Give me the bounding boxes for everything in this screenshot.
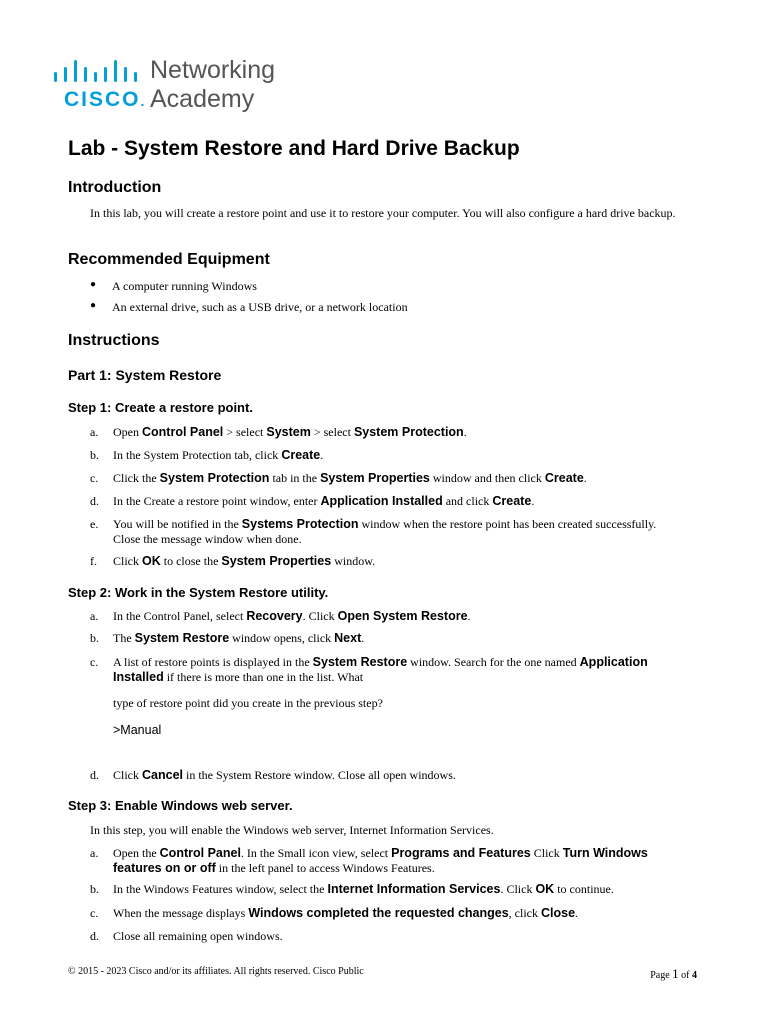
step1-heading: Step 1: Create a restore point. (68, 400, 253, 415)
step-letter: b. (90, 882, 99, 896)
footer-copyright: © 2015 - 2023 Cisco and/or its affiliates. All rights reserved. Cisco Public (68, 966, 364, 977)
cisco-wordmark: CISCO. (64, 88, 147, 111)
step-text: The System Restore window opens, click Next. (113, 631, 365, 645)
step-letter: d. (90, 768, 99, 782)
logo-academy-text: Academy (150, 85, 255, 113)
step-letter: b. (90, 448, 99, 462)
step-letter: a. (90, 609, 99, 623)
page-title: Lab - System Restore and Hard Drive Backup (68, 137, 520, 160)
introduction-heading: Introduction (68, 179, 162, 196)
step3-intro: In this step, you will enable the Windows web server, Internet Information Services. (90, 823, 494, 837)
step-letter: f. (90, 554, 97, 568)
step-text: Click the System Protection tab in the System Properties window and then click Create. (113, 471, 587, 485)
step3-heading: Step 3: Enable Windows web server. (68, 798, 293, 813)
step-letter: a. (90, 846, 99, 860)
step2-heading: Step 2: Work in the System Restore utility. (68, 585, 329, 600)
step-letter: a. (90, 425, 99, 439)
step-letter: c. (90, 471, 99, 485)
step-text: Open Control Panel > select System > select System Protection. (113, 425, 467, 439)
answer-text: >Manual (113, 723, 162, 737)
equipment-heading: Recommended Equipment (68, 251, 270, 268)
step-letter: b. (90, 631, 99, 645)
step-text: You will be notified in the Systems Protection window when the restore point has been created successfully. Close the message window when done. (113, 517, 657, 546)
step-text: Close all remaining open windows. (113, 929, 283, 943)
step-text: Open the Control Panel. In the Small icon view, select Programs and Features Click Turn Windows features on or off in the left panel to access Windows Features. (113, 846, 648, 875)
cisco-networking-academy-logo (54, 58, 314, 118)
logo-networking-text: Networking (150, 56, 276, 84)
question-text: type of restore point did you create in the previous step? (113, 696, 383, 710)
step-letter: d. (90, 929, 99, 943)
step-text: Click OK to close the System Properties window. (113, 554, 376, 568)
step-letter: d. (90, 494, 99, 508)
cisco-bars-icon (54, 60, 146, 82)
step-letter: c. (90, 906, 99, 920)
step-text: In the Windows Features window, select the Internet Information Services. Click OK to continue. (113, 882, 614, 896)
step-text: In the System Protection tab, click Create. (113, 448, 324, 462)
step-text: When the message displays Windows completed the requested changes, click Close. (113, 906, 579, 920)
step-text: A list of restore points is displayed in the System Restore window. Search for the one named Application Installed if there is more than one in the list. What (113, 655, 648, 684)
step-text: In the Create a restore point window, enter Application Installed and click Create. (113, 494, 535, 508)
step-letter: e. (90, 517, 99, 531)
instructions-heading: Instructions (68, 332, 160, 349)
step-text: In the Control Panel, select Recovery. Click Open System Restore. (113, 609, 471, 623)
introduction-text: In this lab, you will create a restore point and use it to restore your computer. You will also configure a hard drive backup. (90, 206, 676, 220)
page-number: Page 1 of 4 (650, 966, 697, 981)
step-letter: c. (90, 655, 99, 669)
step-text: Click Cancel in the System Restore window. Close all open windows. (113, 768, 456, 782)
part1-heading: Part 1: System Restore (68, 367, 222, 383)
